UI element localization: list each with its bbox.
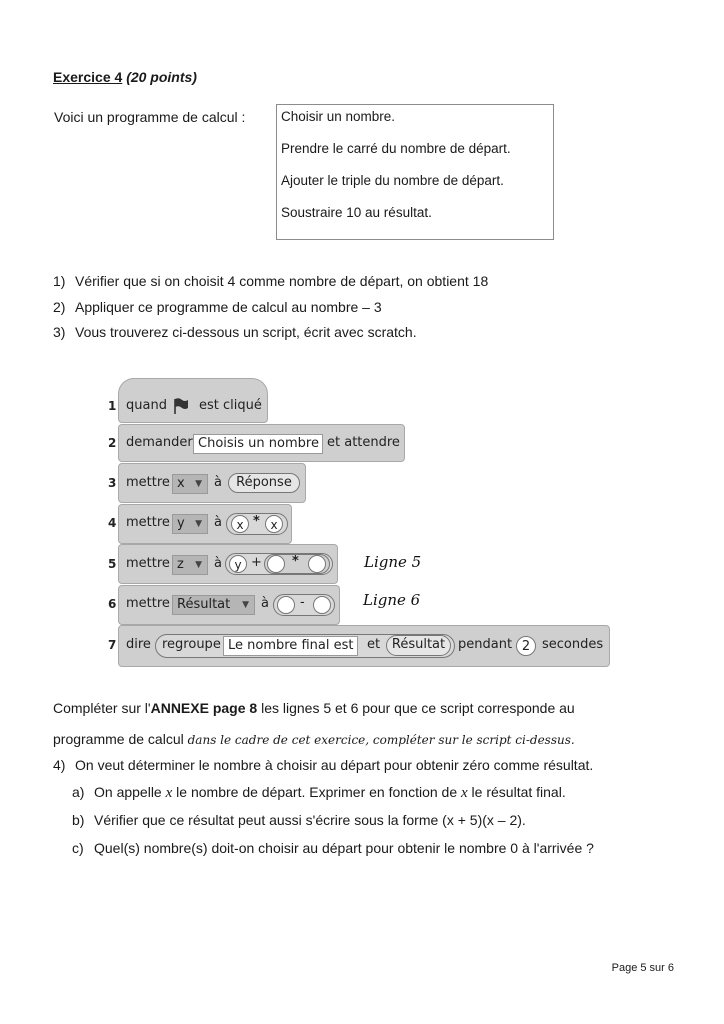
- set-label: mettre: [126, 556, 170, 571]
- variable-x-reporter[interactable]: x: [265, 515, 283, 533]
- page-number: Page 5 sur 6: [611, 962, 674, 974]
- program-step-1: Choisir un nombre.: [281, 109, 396, 124]
- question-1: 1) Vérifier que si on choisit 4 comme nombre de départ, on obtient 18: [53, 273, 489, 289]
- empty-slot[interactable]: [277, 596, 295, 614]
- join-label: regroupe: [162, 637, 221, 652]
- ask-text-field[interactable]: Choisis un nombre: [193, 434, 323, 454]
- exercise-number: Exercice 4: [53, 69, 123, 85]
- program-step-2: Prendre le carré du nombre de départ.: [281, 141, 511, 156]
- program-step-4: Soustraire 10 au résultat.: [281, 205, 432, 220]
- and-wait-label: et attendre: [327, 435, 400, 450]
- program-intro: Voici un programme de calcul :: [54, 109, 246, 125]
- seconds-label: secondes: [542, 637, 604, 652]
- chevron-down-icon: ▼: [242, 600, 249, 610]
- empty-slot[interactable]: [313, 596, 331, 614]
- set-label: mettre: [126, 475, 170, 490]
- line-number-6: 6: [108, 597, 117, 611]
- handwritten-note: dans le cadre de cet exercice, compléter sur le script ci-dessus.: [187, 733, 575, 747]
- seconds-input[interactable]: 2: [516, 636, 536, 656]
- line-number-3: 3: [108, 476, 117, 490]
- line-number-7: 7: [108, 638, 117, 652]
- join-text-field[interactable]: Le nombre final est: [223, 636, 358, 656]
- ask-label: demander: [126, 435, 193, 450]
- question-4b: b) Vérifier que ce résultat peut aussi s'écrire sous la forme (x + 5)(x – 2).: [72, 812, 526, 828]
- set-label: mettre: [126, 515, 170, 530]
- to-label: à: [261, 596, 269, 611]
- minus-sign: -: [300, 595, 305, 610]
- for-label: pendant: [458, 637, 513, 652]
- answer-reporter[interactable]: Réponse: [228, 473, 300, 493]
- when-label: quand: [126, 398, 167, 413]
- to-label: à: [214, 556, 222, 571]
- times-sign: *: [253, 514, 260, 529]
- variable-dropdown-resultat[interactable]: Résultat ▼: [172, 595, 255, 615]
- completion-line-1: Compléter sur l'ANNEXE page 8 les lignes 5 et 6 pour que ce script corresponde au: [53, 700, 575, 716]
- note-line-5: Ligne 5: [364, 553, 422, 571]
- and-label: et: [367, 637, 381, 652]
- to-label: à: [214, 515, 222, 530]
- line-number-4: 4: [108, 516, 117, 530]
- variable-x-reporter[interactable]: x: [231, 515, 249, 533]
- empty-slot[interactable]: [267, 555, 285, 573]
- variable-y-reporter[interactable]: y: [229, 555, 247, 573]
- times-sign: *: [292, 554, 299, 569]
- question-4: 4) On veut déterminer le nombre à choisir au départ pour obtenir zéro comme résultat.: [53, 757, 594, 773]
- completion-line-2: programme de calcul dans le cadre de cet exercice, compléter sur le script ci-dessus.: [53, 731, 575, 747]
- chevron-down-icon: ▼: [195, 560, 202, 570]
- green-flag-icon: [172, 397, 190, 415]
- line-number-5: 5: [108, 557, 117, 571]
- say-label: dire: [126, 637, 151, 652]
- program-step-3: Ajouter le triple du nombre de départ.: [281, 173, 504, 188]
- variable-dropdown-z[interactable]: z ▼: [172, 555, 208, 575]
- chevron-down-icon: ▼: [195, 519, 202, 529]
- empty-slot[interactable]: [308, 555, 326, 573]
- variable-dropdown-x[interactable]: x ▼: [172, 474, 208, 494]
- to-label: à: [214, 475, 222, 490]
- note-line-6: Ligne 6: [363, 591, 421, 609]
- annex-reference: ANNEXE page 8: [150, 700, 258, 716]
- question-4c: c) Quel(s) nombre(s) doit-on choisir au départ pour obtenir le nombre 0 à l'arrivée ?: [72, 840, 594, 856]
- question-4a: a) On appelle x le nombre de départ. Exprimer en fonction de x le résultat final.: [72, 784, 566, 801]
- plus-sign: +: [251, 555, 262, 570]
- question-2: 2) Appliquer ce programme de calcul au nombre – 3: [53, 299, 382, 315]
- variable-dropdown-y[interactable]: y ▼: [172, 514, 208, 534]
- question-3: 3) Vous trouverez ci-dessous un script, écrit avec scratch.: [53, 324, 417, 340]
- set-label: mettre: [126, 596, 170, 611]
- chevron-down-icon: ▼: [195, 479, 202, 489]
- result-reporter[interactable]: Résultat: [386, 635, 451, 656]
- exercise-points: (20 points): [126, 69, 197, 85]
- line-number-1: 1: [108, 399, 117, 413]
- clicked-label: est cliqué: [199, 398, 262, 413]
- line-number-2: 2: [108, 436, 117, 450]
